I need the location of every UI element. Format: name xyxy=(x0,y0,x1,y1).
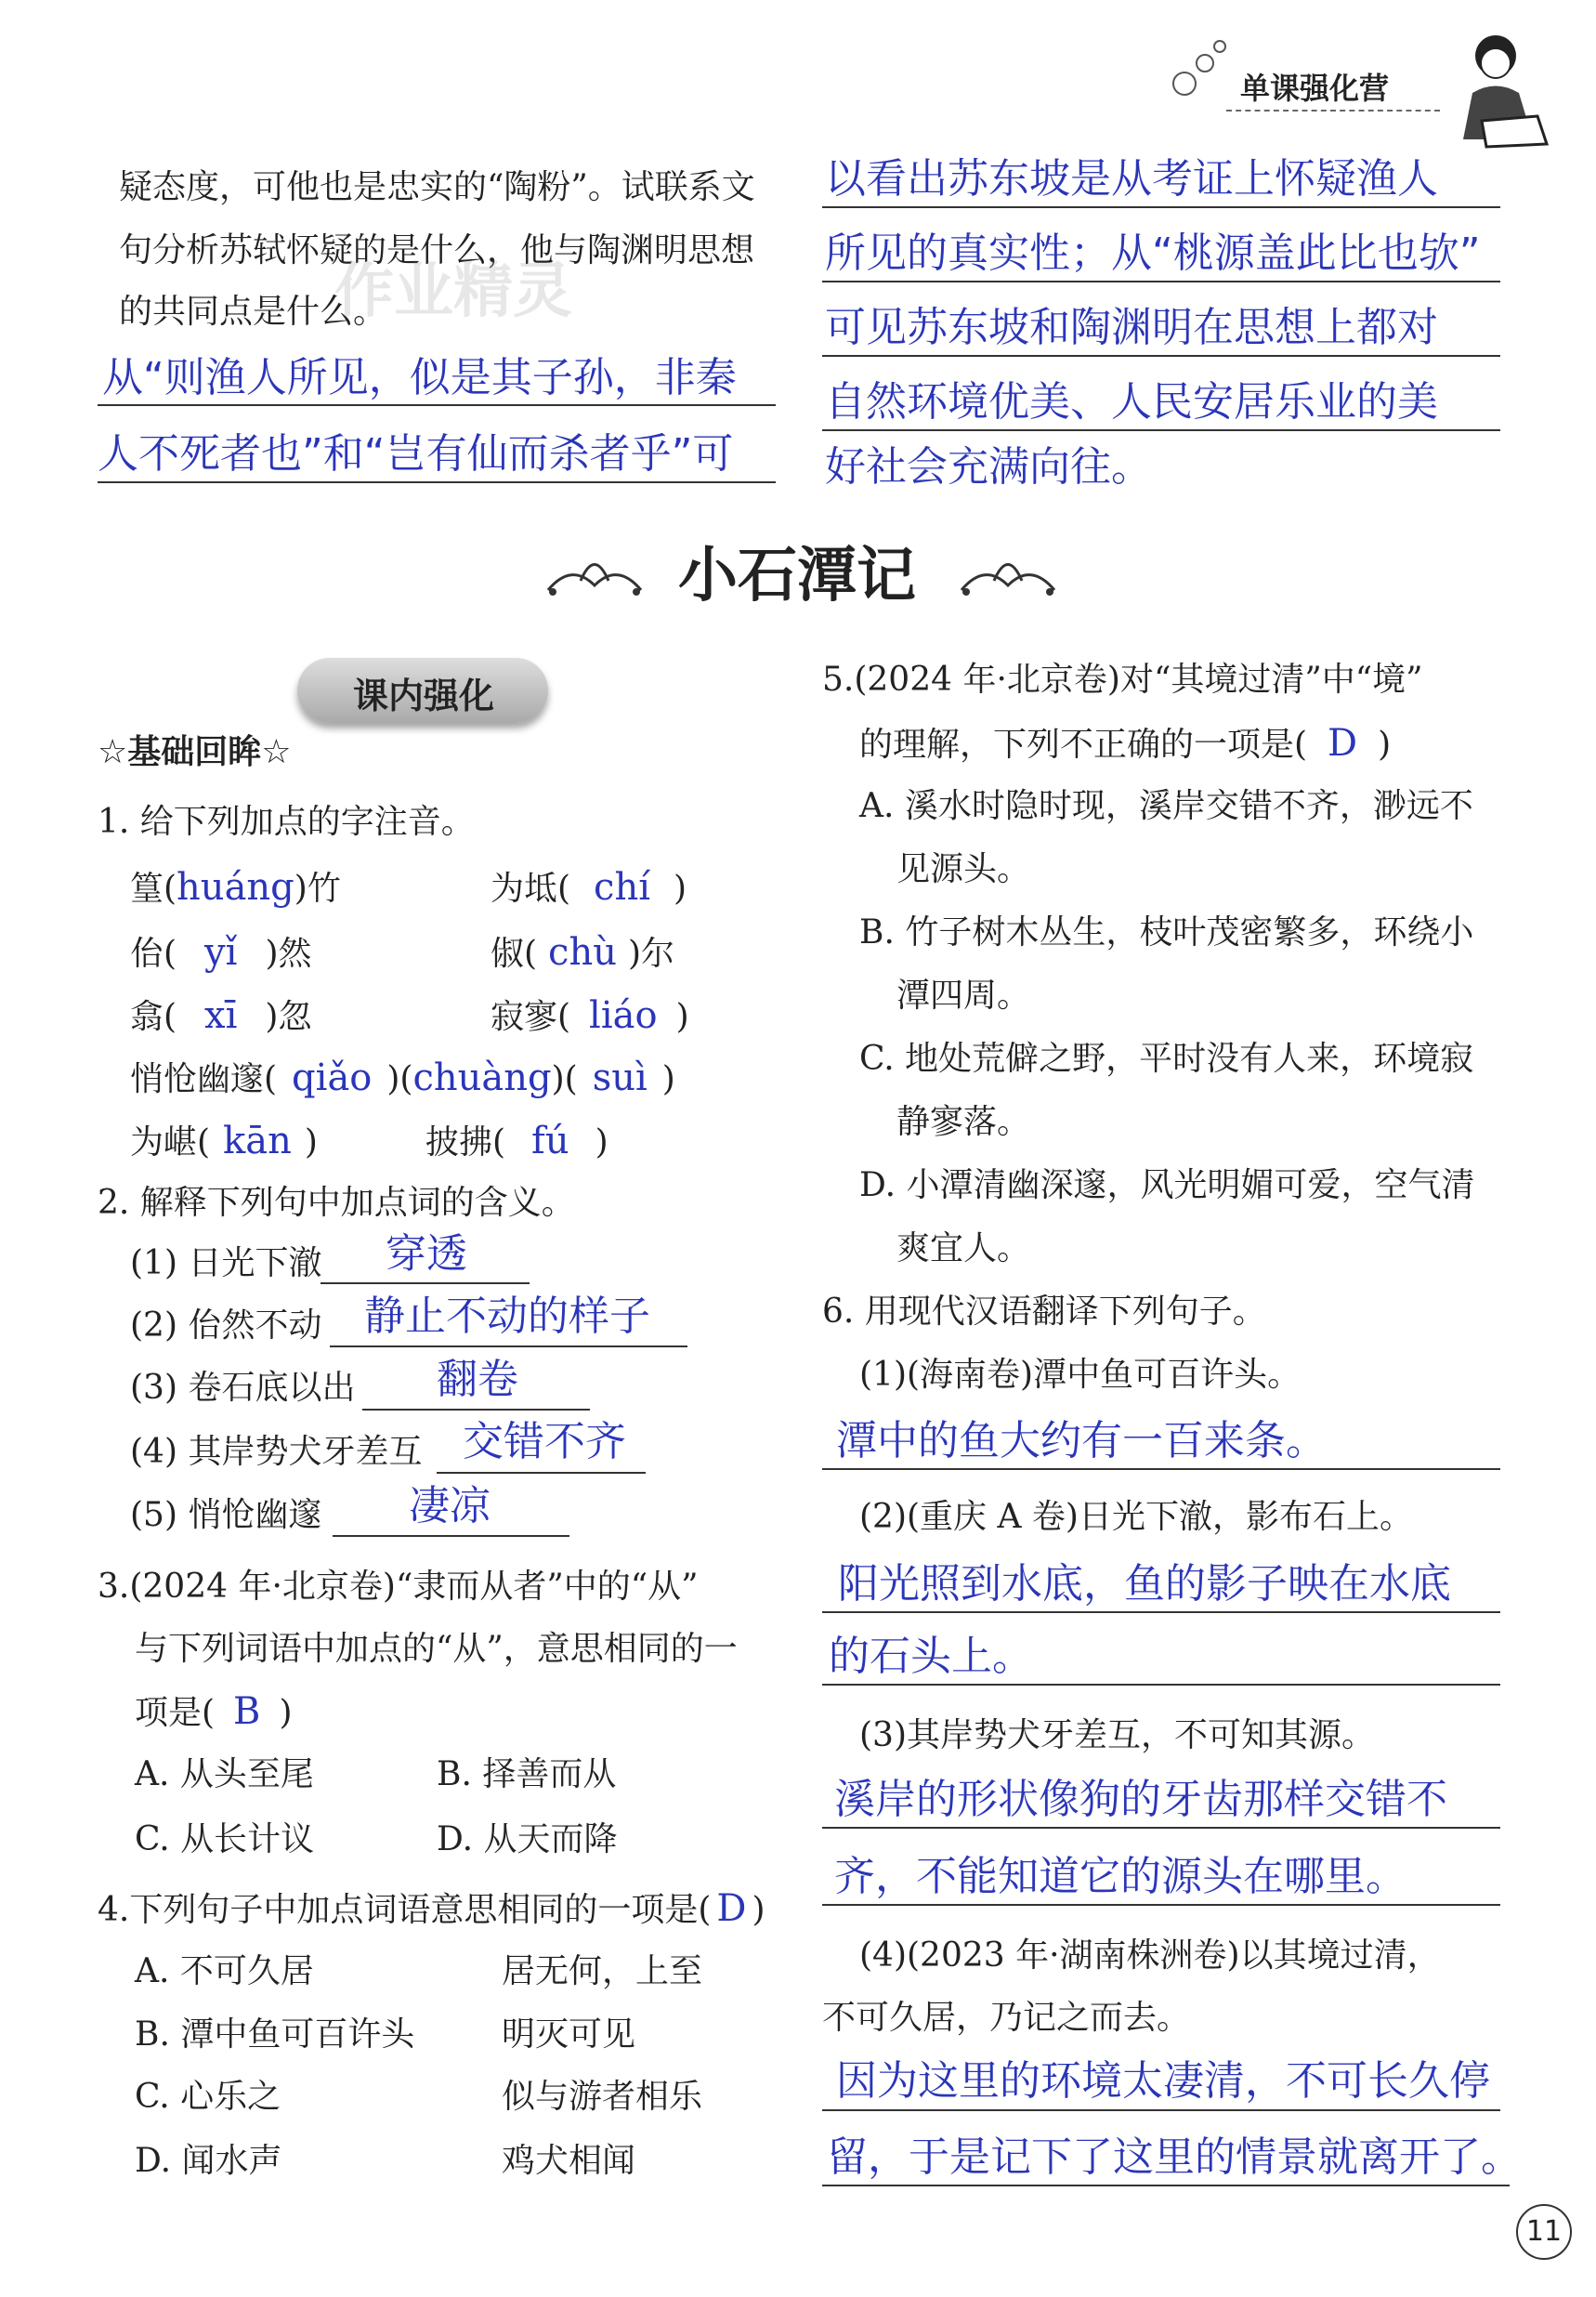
q1-item: 佁( yǐ )然 xyxy=(130,931,312,974)
answer-blank xyxy=(321,1282,530,1284)
q2-item-question: (2) 佁然不动 xyxy=(130,1306,322,1345)
answer-left-line-2: 人不死者也”和“岂有仙而杀者乎”可 xyxy=(98,430,734,478)
q2-item-question: (5) 悄怆幽邃 xyxy=(130,1496,322,1534)
q2-item-answer: 交错不齐 xyxy=(463,1418,626,1465)
answer-rule xyxy=(822,281,1500,282)
watermark: 作业精灵 xyxy=(334,257,572,326)
q6-item-question: (4)(2023 年·湖南株洲卷)以其境过清， xyxy=(859,1936,1441,1975)
title-ornament-left-icon xyxy=(543,544,646,609)
q1-item: 篁(huáng)竹 xyxy=(130,866,341,909)
q3-option: C. 从长计议 xyxy=(135,1820,315,1858)
answer-blank xyxy=(333,1535,569,1537)
q6-item-answer: 的石头上。 xyxy=(829,1633,1033,1680)
answer-left-line-1: 从“则渔人所见，似是其子孙，非秦 xyxy=(102,354,737,401)
q5-option: 潭四周。 xyxy=(896,977,1031,1015)
q6-item-answer: 溪岸的形状像狗的牙齿那样交错不 xyxy=(834,1776,1447,1823)
q3-option: D. 从天而降 xyxy=(437,1820,618,1858)
page-title: 小石潭记 xyxy=(678,541,916,610)
q2-item-answer: 静止不动的样子 xyxy=(364,1293,650,1340)
q1-stem: 1. 给下列加点的字注音。 xyxy=(98,803,475,841)
answer-right-line-1: 以看出苏东坡是从考证上怀疑渔人 xyxy=(825,155,1438,203)
answer-rule xyxy=(822,2109,1500,2111)
q5-option: B. 竹子树木丛生，枝叶茂密繁多，环绕小 xyxy=(859,913,1474,952)
q5-option: D. 小潭清幽深邃，风光明媚可爱，空气清 xyxy=(859,1166,1475,1204)
header-rule xyxy=(1226,110,1440,112)
q1-item: 俶( chù )尔 xyxy=(491,931,675,974)
q1-item: 为嵁( kān ) xyxy=(130,1120,318,1162)
q6-item-question: (1)(海南卷)潭中鱼可百许头。 xyxy=(859,1356,1302,1394)
q4-option: B. 潭中鱼可百许头 xyxy=(135,2015,415,2054)
q1-item: 披拂( fú ) xyxy=(425,1120,608,1162)
answer-rule xyxy=(98,481,776,483)
q2-item-question: (4) 其岸势犬牙差互 xyxy=(130,1433,423,1471)
q6-item-question: (3)其岸势犬牙差互，不可知其源。 xyxy=(859,1716,1375,1754)
answer-rule xyxy=(822,1468,1500,1470)
answer-rule xyxy=(822,1827,1500,1829)
q4-option: D. 闻水声 xyxy=(135,2142,282,2180)
q5-stem: 的理解，下列不正确的一项是( D ) xyxy=(859,722,1392,765)
q6-item-question: (2)(重庆 A 卷)日光下澈，影布石上。 xyxy=(859,1498,1413,1536)
q4-stem: 4.下列句子中加点词语意思相同的一项是( D ) xyxy=(98,1887,765,1930)
answer-right-line-4: 自然环境优美、人民安居乐业的美 xyxy=(825,378,1438,426)
q4-option: 鸡犬相闻 xyxy=(502,2142,636,2180)
q5-option: 静寥落。 xyxy=(896,1103,1031,1141)
student-reading-icon xyxy=(1445,28,1556,149)
q6-item-answer: 因为这里的环境太凄清，不可长久停 xyxy=(836,2057,1490,2105)
q3-option: B. 择善而从 xyxy=(437,1755,617,1793)
q5-option: 爽宜人。 xyxy=(896,1229,1031,1267)
title-ornament-right-icon xyxy=(957,544,1059,609)
answer-rule xyxy=(822,1684,1500,1686)
q6-stem: 6. 用现代汉语翻译下列句子。 xyxy=(822,1293,1266,1331)
q4-option: A. 不可久居 xyxy=(135,1952,314,1990)
answer-blank xyxy=(437,1472,646,1474)
q2-item-answer: 翻卷 xyxy=(437,1356,518,1403)
q2-item-question: (1) 日光下澈 xyxy=(130,1244,322,1282)
q1-item: 翕( xī )忽 xyxy=(130,994,312,1037)
q4-option: 似与游者相乐 xyxy=(502,2078,703,2116)
top-question-line-1: 疑态度，可他也是忠实的“陶粉”。试联系文 xyxy=(119,168,755,206)
q2-item-answer: 穿透 xyxy=(386,1230,467,1278)
header-brand: 单课强化营 xyxy=(1240,71,1390,106)
q5-option: C. 地处荒僻之野，平时没有人来，环境寂 xyxy=(859,1040,1474,1078)
q4-option: 明灭可见 xyxy=(502,2015,636,2054)
q2-stem: 2. 解释下列句中加点词的含义。 xyxy=(98,1184,575,1222)
section-badge-label: 课内强化 xyxy=(353,676,495,716)
top-question-line-3: 的共同点是什么。 xyxy=(119,293,387,331)
q4-option: 居无何，上至 xyxy=(502,1952,703,1990)
q4-option: C. 心乐之 xyxy=(135,2078,281,2116)
q6-item-answer: 齐，不能知道它的源头在哪里。 xyxy=(834,1853,1406,1900)
page-number: 11 xyxy=(1516,2204,1572,2260)
subsection-title: ☆基础回眸☆ xyxy=(98,733,292,771)
q5-option: A. 溪水时隐时现，溪岸交错不齐，渺远不 xyxy=(859,787,1473,825)
q1-item: 悄怆幽邃( qiǎo )(chuàng)( suì ) xyxy=(130,1057,675,1099)
q6-item-answer: 留，于是记下了这里的情景就离开了。 xyxy=(827,2133,1522,2181)
q5-stem: 5.(2024 年·北京卷)对“其境过清”中“境” xyxy=(822,661,1423,699)
answer-right-line-3: 可见苏东坡和陶渊明在思想上都对 xyxy=(825,304,1438,351)
q6-item-answer: 潭中的鱼大约有一百来条。 xyxy=(836,1417,1327,1464)
q6-item-answer: 阳光照到水底，鱼的影子映在水底 xyxy=(838,1560,1451,1608)
answer-rule xyxy=(98,404,776,406)
answer-rule xyxy=(822,206,1500,208)
q1-item: 寂寥( liáo ) xyxy=(491,994,689,1037)
answer-blank xyxy=(330,1345,687,1347)
q6-item-question: 不可久居，乃记之而去。 xyxy=(822,1999,1191,2037)
q2-item-question: (3) 卷石底以出 xyxy=(130,1369,356,1407)
q3-option: A. 从头至尾 xyxy=(135,1755,314,1793)
answer-right-line-2: 所见的真实性；从“桃源盖此比也欤” xyxy=(825,230,1481,277)
q5-option: 见源头。 xyxy=(896,850,1031,888)
answer-rule xyxy=(822,1904,1500,1906)
answer-blank xyxy=(362,1409,590,1411)
answer-rule xyxy=(822,429,1500,431)
header-bubbles xyxy=(1166,37,1231,102)
answer-rule xyxy=(822,1611,1500,1613)
q1-item: 为坻( chí ) xyxy=(491,866,687,909)
q3-stem: 3.(2024 年·北京卷)“隶而从者”中的“从” xyxy=(98,1568,699,1606)
answer-right-line-5: 好社会充满向往。 xyxy=(825,443,1152,491)
top-question-line-2: 句分析苏轼怀疑的是什么，他与陶渊明思想 xyxy=(119,231,755,269)
answer-rule xyxy=(822,2185,1510,2186)
q3-stem: 项是( B ) xyxy=(135,1690,293,1733)
answer-rule xyxy=(822,355,1500,357)
q2-item-answer: 凄凉 xyxy=(409,1482,491,1529)
q3-stem: 与下列词语中加点的“从”，意思相同的一 xyxy=(135,1630,738,1668)
